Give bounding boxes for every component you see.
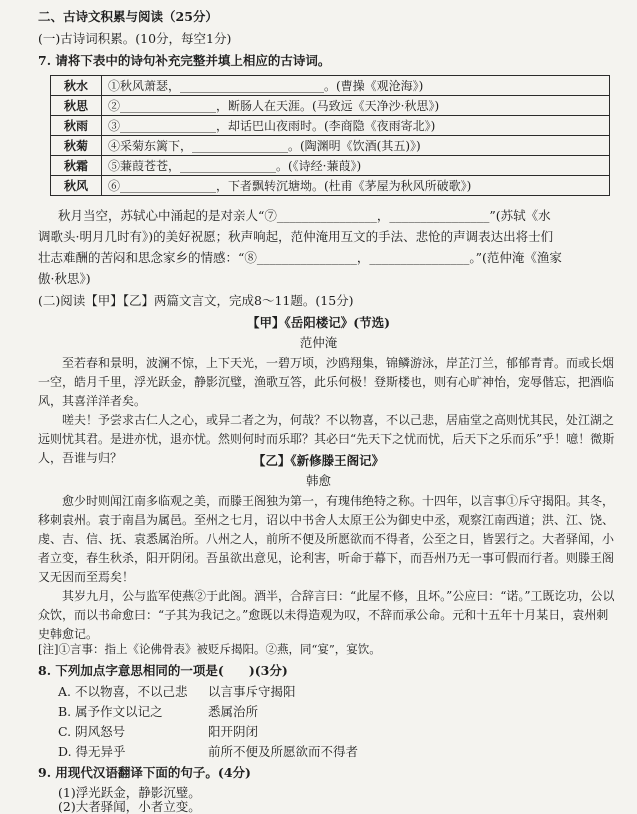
table-row bbox=[51, 156, 610, 176]
passage-paragraph: 愈少时则闻江南多临观之美，而滕王阁独为第一，有瑰伟绝特之称。十四年，以言事①斥守揭阳。其冬，移刺袁州。袁于南昌为属邑。至州之七月，诏以中书舍人太原王公为御史中丞，观察江南西道；洪、江、饶、虔、吉、信、抚、袁悉属治所。八州之人，前所不便及所愿欲而不得者，公至之日，皆罢行之。大者驿闻，小者立变，春生秋杀，阳开阴闭。吾虽欲出意见，论利害，听命于幕下，而吾州乃无一事可假而行者。则滕王阁又无因而至焉矣！ bbox=[38, 494, 615, 584]
q7-paragraph-line: 秋月当空，苏轼心中涌起的是对亲人“⑦________________，________________”(苏轼《水 bbox=[58, 208, 551, 223]
passage-b-title: 【乙】《新修滕王阁记》 bbox=[252, 453, 385, 468]
q9-item: (2)大者驿闻，小者立变。 bbox=[58, 799, 201, 814]
passage-paragraph: 嗟夫！予尝求古仁人之心，或异二者之为，何哉？不以物喜，不以己悲，居庙堂之高则忧其民，处江湖之远则忧其君。是进亦忧，退亦忧。然则何时而乐耶？其必曰“先天下之忧而忧，后天下之乐而乐”乎！噫！微斯人，吾谁与归？ bbox=[38, 413, 615, 465]
option-a: A. 不以物喜，不以己悲 bbox=[58, 684, 188, 699]
option-c: C. 阴风怒号 bbox=[58, 724, 126, 739]
table-row bbox=[51, 176, 610, 196]
row-value: ⑤蒹葭苍苍，________________。(《诗经·蒹葭》) bbox=[102, 156, 610, 176]
option-compare: 悉属治所 bbox=[208, 704, 259, 719]
row-key: 秋水 bbox=[51, 76, 102, 96]
passage-a-title: 【甲】《岳阳楼记》(节选) bbox=[246, 315, 391, 330]
option-compare: 前所不便及所愿欲而不得者 bbox=[208, 744, 359, 759]
option-row bbox=[58, 722, 358, 742]
row-key: 秋思 bbox=[51, 96, 102, 116]
table-row bbox=[51, 116, 610, 136]
question-7: 7. 请将下表中的诗句补充完整并填上相应的古诗词。 bbox=[38, 53, 331, 68]
footnote: [注]①言事：指上《论佛骨表》被贬斥揭阳。②燕，同“宴”，宴饮。 bbox=[38, 642, 381, 656]
table-row bbox=[51, 96, 610, 116]
passage-paragraph: 至若春和景明，波澜不惊，上下天光，一碧万顷，沙鸥翔集，锦鳞游泳，岸芷汀兰，郁郁青青。而或长烟一空，皓月千里，浮光跃金，静影沉璧，渔歌互答，此乐何极！登斯楼也，则有心旷神怡，宠辱偕忘，把酒临风，其喜洋洋者矣。 bbox=[38, 356, 615, 408]
option-compare: 阳开阴闭 bbox=[208, 724, 259, 739]
q8-options bbox=[58, 682, 358, 762]
q7-paragraph-line: 调歌头·明月几时有》)的美好祝愿；秋声响起，范仲淹用互文的手法、悲怆的声调表达出将士们 bbox=[38, 229, 554, 244]
row-key: 秋风 bbox=[51, 176, 102, 196]
passage-b bbox=[38, 492, 618, 644]
option-row bbox=[58, 702, 358, 722]
q7-paragraph-line: 傲·秋思》) bbox=[38, 271, 91, 286]
section-title: 二、古诗文积累与阅读（25分） bbox=[38, 9, 218, 24]
table-row bbox=[51, 76, 610, 96]
row-key: 秋霜 bbox=[51, 156, 102, 176]
option-d: D. 得无异乎 bbox=[58, 744, 126, 759]
row-value: ⑥________________，下者飘转沉塘坳。(杜甫《茅屋为秋风所破歌》) bbox=[102, 176, 610, 196]
row-key: 秋雨 bbox=[51, 116, 102, 136]
passage-a bbox=[38, 354, 618, 468]
poem-table bbox=[50, 75, 610, 196]
option-b: B. 属予作文以记之 bbox=[58, 704, 163, 719]
question-9: 9. 用现代汉语翻译下面的句子。(4分) bbox=[38, 765, 251, 780]
q9-item: (1)浮光跃金，静影沉璧。 bbox=[58, 785, 201, 800]
table-row bbox=[51, 136, 610, 156]
row-value: ①秋风萧瑟，________________________。(曹操《观沧海》) bbox=[102, 76, 610, 96]
option-row bbox=[58, 742, 358, 762]
question-8: 8. 下列加点字意思相同的一项是( )(3分) bbox=[38, 663, 288, 678]
row-value: ③________________，却话巴山夜雨时。(李商隐《夜雨寄北》) bbox=[102, 116, 610, 136]
row-value: ②________________，断肠人在天涯。(马致远《天净沙·秋思》) bbox=[102, 96, 610, 116]
q7-paragraph-line: 壮志难酬的苦闷和思念家乡的情感：“⑧________________，________________。”(范仲淹《渔家 bbox=[38, 250, 562, 265]
passage-b-author: 韩愈 bbox=[305, 473, 331, 488]
subsection-title: (一)古诗词积累。(10分，每空1分) bbox=[38, 31, 232, 46]
option-compare: 以言事斥守揭阳 bbox=[208, 684, 296, 699]
option-row bbox=[58, 682, 358, 702]
row-value: ④采菊东篱下，________________。(陶渊明《饮酒(其五)》) bbox=[102, 136, 610, 156]
passage-a-author: 范仲淹 bbox=[299, 335, 338, 350]
row-key: 秋菊 bbox=[51, 136, 102, 156]
passage-paragraph: 其岁九月，公与监军使燕②于此阁。酒半，合辞言曰：“此屋不修，且坏。”公应曰：“诺。”工既讫功，公以众饮，而以书命愈曰：“子其为我记之。”愈既以未得造观为叹，不辞而承公命。元和十五年十月某日，袁州刺史韩愈记。 bbox=[38, 589, 615, 641]
subsection-title: (二)阅读【甲】【乙】两篇文言文，完成8～11题。(15分) bbox=[38, 293, 354, 308]
